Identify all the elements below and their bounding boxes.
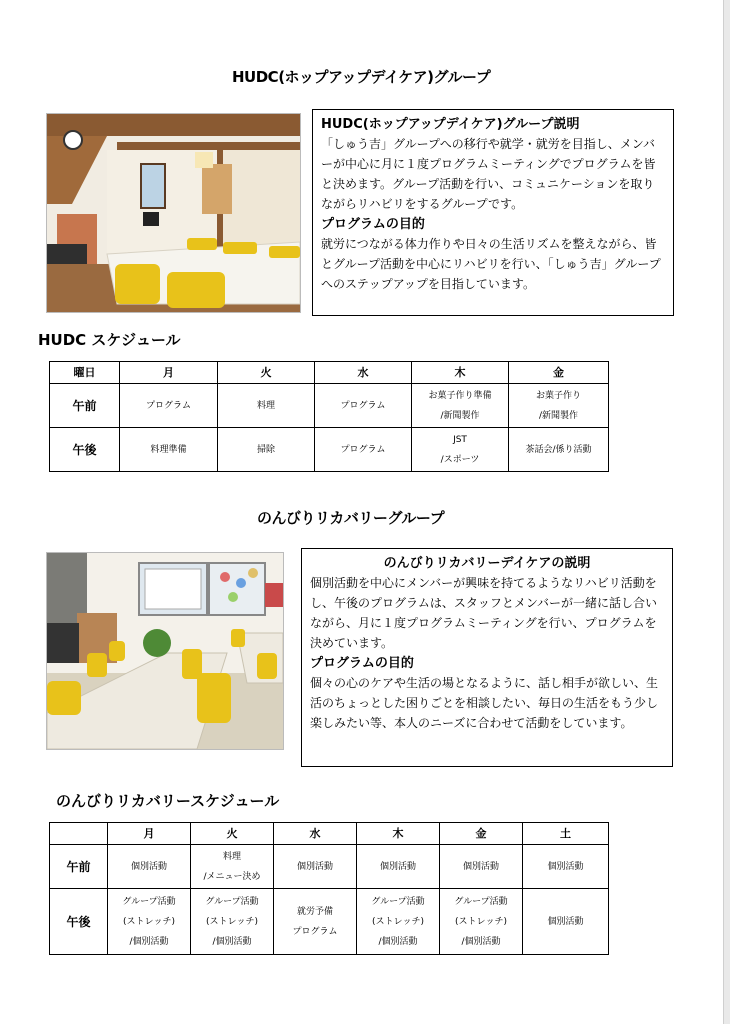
nonbiri-day-header: 木 (357, 823, 440, 845)
hudc-room-illustration (47, 114, 300, 312)
hudc-period-label: 午後 (50, 428, 120, 472)
hudc-day-header: 月 (120, 362, 218, 384)
nonbiri-schedule-cell: グループ活動 (ストレッチ) /個別活動 (440, 889, 523, 955)
nonbiri-box-text: 個別活動を中心にメンバーが興味を持てるようなリハビリ活動をし、午後のプログラムは、スタッフとメンバーが一緒に話し合いながら、月に１度プログラムミーティングを行い、プログラムを決めています。 (310, 576, 658, 650)
nonbiri-day-header: 土 (523, 823, 609, 845)
nonbiri-corner-cell (50, 823, 108, 845)
hudc-schedule-cell: プログラム (315, 384, 412, 428)
nonbiri-box-heading: のんびりリカバリーデイケアの説明 (383, 556, 591, 571)
nonbiri-period-label: 午前 (50, 845, 108, 889)
hudc-schedule-cell: 茶話会/係り活動 (509, 428, 609, 472)
hudc-purpose-heading: プログラムの目的 (321, 217, 425, 232)
nonbiri-purpose-text: 個々の心のケアや生活の場となるように、話し相手が欲しい、生活のちょっとした困りごとを相談したい、毎日の生活をもう少し楽しみたい等、本人のニーズに合わせて活動をしています。 (310, 676, 659, 730)
nonbiri-room-photo (46, 552, 284, 750)
hudc-schedule-row (50, 384, 609, 428)
nonbiri-schedule-cell: 個別活動 (108, 845, 191, 889)
hudc-title: HUDC(ホップアップデイケア)グループ (232, 68, 491, 86)
hudc-box-heading: HUDC(ホップアップデイケア)グループ説明 (321, 117, 580, 132)
hudc-purpose-text: 就労につながる体力作りや日々の生活リズムを整えながら、皆とグループ活動を中心にリハビリを行い、「しゅう吉」グループへのステップアップを目指しています。 (321, 237, 661, 291)
nonbiri-schedule-cell: グループ活動 (ストレッチ) /個別活動 (191, 889, 274, 955)
hudc-box-text: 「しゅう吉」グループへの移行や就学・就労を目指し、メンバーが中心に月に１度プログラムミーティングでプログラムを皆と決めます。グループ活動を行い、コミュニケーションを取りながらリハビリをするグループです。 (321, 137, 656, 211)
hudc-day-header: 金 (509, 362, 609, 384)
hudc-schedule-cell: お菓子作り /新聞製作 (509, 384, 609, 428)
nonbiri-schedule-row (50, 845, 609, 889)
hudc-schedule-title: HUDC スケジュール (38, 331, 181, 349)
hudc-corner-cell: 曜日 (50, 362, 120, 384)
nonbiri-schedule-cell: 就労予備 プログラム (274, 889, 357, 955)
hudc-period-label: 午前 (50, 384, 120, 428)
hudc-schedule-cell: 料理準備 (120, 428, 218, 472)
nonbiri-title: のんびりリカバリーグループ (257, 509, 445, 527)
hudc-schedule-table (49, 361, 609, 472)
hudc-schedule-row (50, 428, 609, 472)
nonbiri-schedule-cell: 個別活動 (523, 845, 609, 889)
nonbiri-schedule-cell: 料理 /メニュー決め (191, 845, 274, 889)
hudc-day-header: 火 (218, 362, 315, 384)
nonbiri-description-box (301, 548, 673, 767)
hudc-schedule-cell: 掃除 (218, 428, 315, 472)
nonbiri-schedule-cell: 個別活動 (274, 845, 357, 889)
nonbiri-day-header: 月 (108, 823, 191, 845)
nonbiri-schedule-cell: グループ活動 (ストレッチ) /個別活動 (108, 889, 191, 955)
nonbiri-room-illustration (47, 553, 283, 749)
nonbiri-schedule-cell: 個別活動 (440, 845, 523, 889)
hudc-schedule-cell: プログラム (315, 428, 412, 472)
nonbiri-schedule-row (50, 889, 609, 955)
hudc-schedule-cell: プログラム (120, 384, 218, 428)
nonbiri-schedule-cell: グループ活動 (ストレッチ) /個別活動 (357, 889, 440, 955)
nonbiri-day-header: 金 (440, 823, 523, 845)
nonbiri-schedule-cell: 個別活動 (523, 889, 609, 955)
hudc-schedule-cell: 料理 (218, 384, 315, 428)
nonbiri-schedule-title: のんびりリカバリースケジュール (56, 792, 280, 810)
nonbiri-day-header: 水 (274, 823, 357, 845)
nonbiri-period-label: 午後 (50, 889, 108, 955)
hudc-day-header: 水 (315, 362, 412, 384)
nonbiri-purpose-heading: プログラムの目的 (310, 656, 414, 671)
hudc-schedule-cell: お菓子作り準備 /新聞製作 (412, 384, 509, 428)
hudc-description-box (312, 109, 674, 316)
nonbiri-day-header: 火 (191, 823, 274, 845)
hudc-day-header: 木 (412, 362, 509, 384)
nonbiri-schedule-table (49, 822, 609, 955)
hudc-room-photo (46, 113, 301, 313)
hudc-schedule-cell: JST /スポーツ (412, 428, 509, 472)
nonbiri-schedule-cell: 個別活動 (357, 845, 440, 889)
